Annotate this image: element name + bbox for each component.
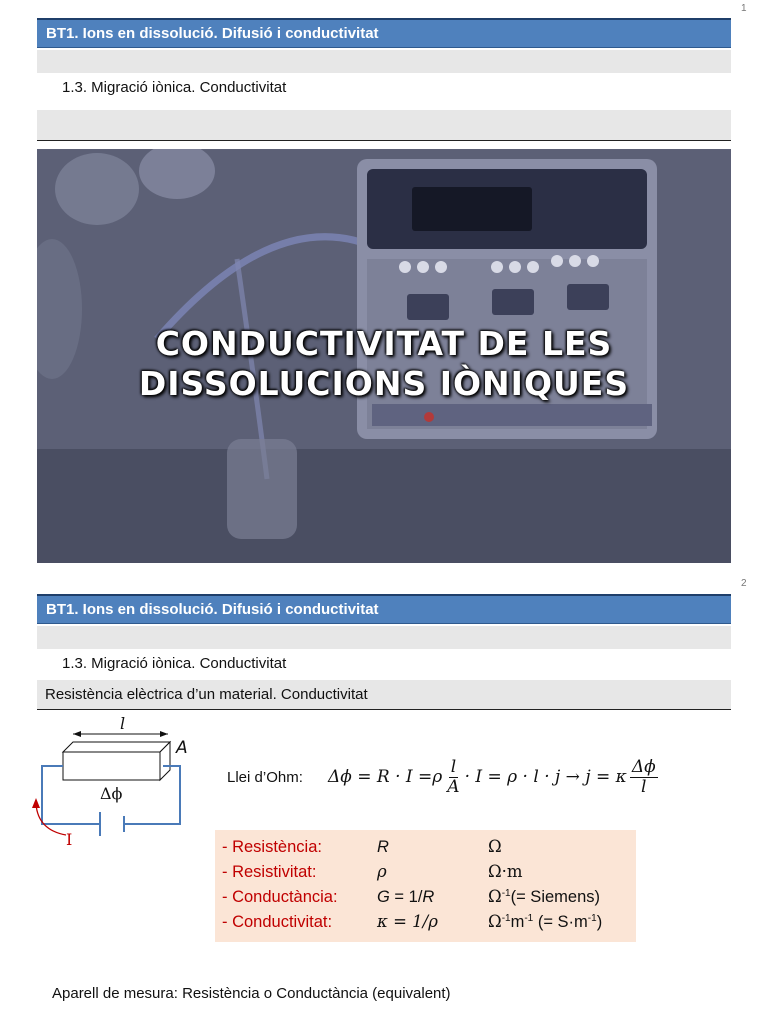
ohm-law-formula <box>328 752 661 802</box>
symbol-R: R <box>422 888 435 906</box>
area-label: A <box>176 738 188 758</box>
unit-ohm: Ω <box>488 912 502 931</box>
magnitude-unit <box>488 910 602 934</box>
unit-exponent: -1 <box>501 888 511 899</box>
page-number-1: 1 <box>741 3 747 14</box>
hero-title-line-2: DISSOLUCIONS IÒNIQUES <box>138 364 630 403</box>
magnitude-name: - Conductivitat: <box>222 913 333 931</box>
ohm-rho: ρ <box>432 767 443 787</box>
unit-note: (= Siemens) <box>510 888 600 906</box>
unit-ohm: Ω <box>488 887 502 906</box>
magnitude-symbol <box>377 885 434 909</box>
magnitude-row <box>222 885 632 909</box>
fraction-l-over-A <box>445 758 461 796</box>
ohm-law-label: Llei d’Ohm: <box>227 769 303 786</box>
symbol-eq: = 1/ <box>389 888 423 906</box>
conductor-diagram <box>28 712 208 852</box>
divider <box>37 709 731 710</box>
current-label: I <box>66 830 73 849</box>
length-label: l <box>120 714 126 733</box>
fraction-dphi-over-l <box>630 758 658 796</box>
magnitude-name: - Conductància: <box>222 888 338 906</box>
fraction-denominator: A <box>447 776 460 797</box>
section-title: 1.3. Migració iònica. Conductivitat <box>62 79 287 96</box>
ohm-middle: · I = ρ · l · j → j = κ <box>464 767 627 787</box>
fraction-numerator: l <box>450 756 457 777</box>
page-number-2: 2 <box>741 578 747 589</box>
slide-header: BT1. Ions en dissolució. Difusió i conductivitat <box>37 594 731 624</box>
fraction-denominator: l <box>641 776 647 797</box>
subsection-title: Resistència elèctrica d’un material. Conductivitat <box>45 686 368 703</box>
unit-exponent: -1 <box>501 913 511 924</box>
measurement-note: Aparell de mesura: Resistència o Conductància (equivalent) <box>52 985 451 1002</box>
fraction-numerator: Δϕ <box>631 756 656 777</box>
circuit-drawing <box>28 712 208 852</box>
section-title: 1.3. Migració iònica. Conductivitat <box>62 655 287 672</box>
magnitude-name: - Resistència: <box>222 838 322 856</box>
magnitude-row <box>222 835 632 859</box>
unit-note: (= S·m <box>533 913 588 931</box>
magnitude-unit: Ω <box>488 837 502 856</box>
magnitude-unit: Ω·m <box>488 862 523 881</box>
magnitude-symbol: R <box>377 838 389 856</box>
unit-exponent: -1 <box>587 913 597 924</box>
magnitude-row <box>222 860 632 884</box>
header-band <box>37 626 731 649</box>
ohm-lhs: Δϕ = R · I = <box>328 767 433 787</box>
unit-exponent: -1 <box>524 913 534 924</box>
hero-title-line-1: CONDUCTIVITAT DE LES <box>155 324 613 363</box>
magnitude-symbol: ρ <box>377 862 387 881</box>
unit-close: ) <box>596 913 603 931</box>
slide-header: BT1. Ions en dissolució. Difusió i conductivitat <box>37 18 731 48</box>
magnitude-name: - Resistivitat: <box>222 863 317 881</box>
symbol-G: G <box>377 888 390 906</box>
magnitude-unit <box>488 885 600 909</box>
magnitude-symbol: κ = 1/ρ <box>377 912 438 931</box>
magnitude-row <box>222 910 632 934</box>
unit-metre: m <box>510 913 525 931</box>
magnitudes-box <box>215 830 636 942</box>
potential-label: Δϕ <box>100 784 123 803</box>
